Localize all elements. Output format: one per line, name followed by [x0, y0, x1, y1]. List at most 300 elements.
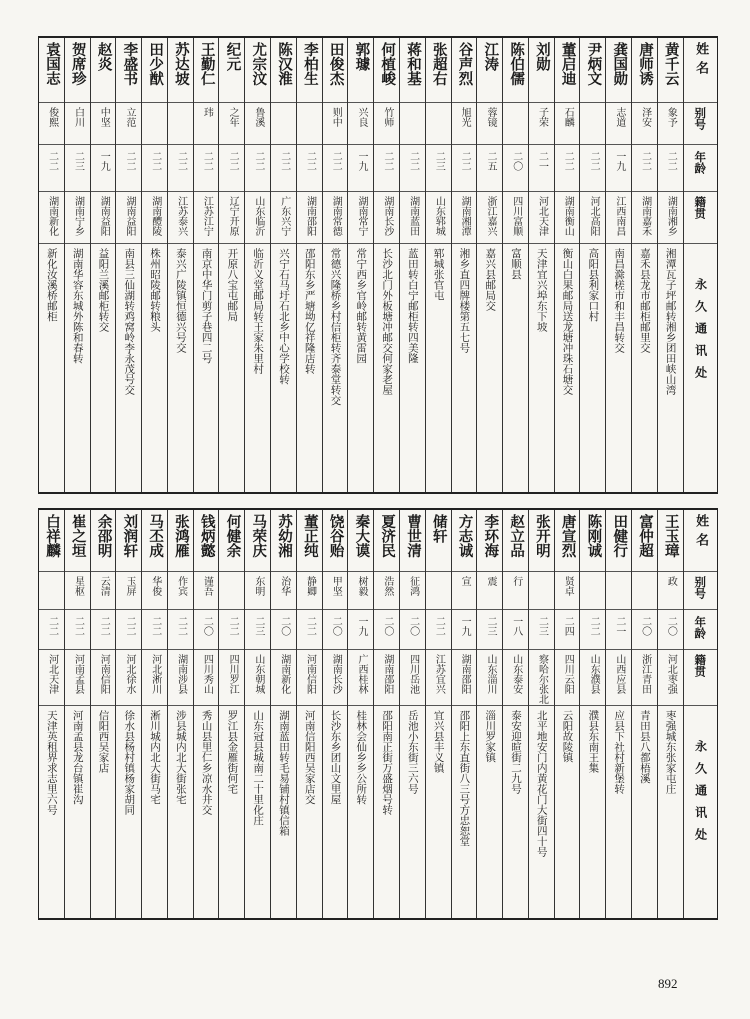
- person-age: 二一: [613, 616, 625, 636]
- person-address: 泰安迎暄街二九号: [509, 710, 522, 794]
- person-alias: 玉屏: [124, 576, 135, 596]
- person-entry: [373, 510, 399, 918]
- person-origin: 湖南长沙: [330, 654, 342, 694]
- person-name: 陈汉淮: [276, 42, 293, 86]
- person-origin: 山东淄川: [484, 654, 496, 694]
- person-name: 马荣庆: [250, 514, 267, 558]
- header-column: [683, 510, 717, 918]
- person-age: 二二: [149, 616, 161, 636]
- person-origin: 河北天津: [536, 196, 548, 236]
- person-entry: [528, 510, 554, 918]
- person-origin: 湖南邵阳: [304, 196, 316, 236]
- person-origin: 湖南邵阳: [459, 654, 471, 694]
- person-alias: 立范: [124, 107, 135, 127]
- person-entry: [579, 510, 605, 918]
- person-age: 二〇: [381, 616, 393, 636]
- person-alias: 作宾: [175, 576, 187, 596]
- person-age: 二〇: [639, 616, 651, 636]
- person-origin: 山西应县: [613, 654, 625, 694]
- person-name: 富仲超: [636, 514, 653, 558]
- person-entry: [605, 510, 631, 918]
- person-age: 一九: [356, 616, 368, 636]
- page-number: 892: [658, 976, 678, 991]
- person-address: 常德兴隆桥乡村信柜转齐泰堂转交: [329, 248, 342, 406]
- person-alias: 东明: [252, 576, 264, 596]
- person-origin: 河北淅川: [149, 654, 161, 694]
- person-age: 二二: [330, 151, 342, 171]
- person-address: 云阳故陵镇: [561, 710, 574, 763]
- person-alias: 震: [484, 576, 496, 586]
- person-name: 尹炳文: [585, 42, 602, 86]
- person-name: 李柏生: [301, 42, 318, 86]
- person-age: 二二: [149, 151, 161, 171]
- person-address: 郓城张官屯: [432, 248, 445, 301]
- person-address: 南京中华门剪子巷四二号: [200, 248, 213, 364]
- person-age: 二三: [252, 616, 264, 636]
- person-name: 江涛: [482, 42, 499, 71]
- header-origin: 籍贯: [693, 196, 708, 219]
- person-entry: [90, 510, 116, 918]
- person-origin: 察哈尔张北: [536, 654, 548, 704]
- person-name: 马丕成: [147, 514, 164, 558]
- person-origin: 湖南涉县: [175, 654, 187, 694]
- person-entry: [476, 38, 502, 492]
- person-age: 二三: [72, 151, 84, 171]
- person-entry: [451, 38, 477, 492]
- person-age: 二一: [536, 151, 548, 171]
- person-age: 二三: [536, 616, 548, 636]
- person-alias: 浩然: [381, 576, 393, 596]
- person-name: 方志诚: [456, 514, 473, 558]
- person-entry: [322, 38, 348, 492]
- person-age: 一九: [98, 151, 110, 171]
- person-address: 枣强城东张家屯庄: [664, 710, 677, 794]
- person-name: 何植峻: [379, 42, 396, 86]
- person-name: 张鸿雁: [172, 514, 189, 558]
- person-age: 二二: [304, 151, 316, 171]
- person-age: 二二: [98, 616, 110, 636]
- person-age: 二二: [278, 151, 290, 171]
- person-address: 桂林会仙乡乡公所转: [355, 710, 368, 805]
- person-name: 唐师诱: [636, 42, 653, 86]
- person-entry: [502, 510, 528, 918]
- person-alias: 象予: [665, 107, 677, 127]
- person-origin: 浙江嘉兴: [484, 196, 496, 236]
- person-age: 二〇: [278, 616, 290, 636]
- person-origin: 湖南益阳: [98, 196, 110, 236]
- person-entry: [554, 510, 580, 918]
- person-entry: [425, 38, 451, 492]
- header-age: 年龄: [693, 616, 708, 639]
- person-age: 一九: [459, 616, 471, 636]
- person-address: 湖南蓝田转毛易铺村镇信箱: [277, 710, 290, 836]
- person-age: 一八: [510, 616, 522, 636]
- person-entry: [64, 38, 90, 492]
- person-name: 刘润轩: [121, 514, 138, 558]
- person-entry: [115, 38, 141, 492]
- person-name: 张超右: [430, 42, 447, 86]
- person-name: 黄千云: [662, 42, 679, 86]
- person-origin: 河北枣强: [665, 654, 677, 694]
- person-entry: [399, 38, 425, 492]
- person-age: 二二: [665, 151, 677, 171]
- person-alias: 宣: [459, 576, 471, 586]
- person-alias: 行: [510, 576, 522, 586]
- person-age: 二二: [381, 151, 393, 171]
- person-age: 一九: [356, 151, 368, 171]
- person-origin: 山东濮县: [588, 654, 600, 694]
- person-address: 开原八宝屯邮局: [226, 248, 239, 322]
- person-address: 河南信阳西吴家店交: [303, 710, 316, 805]
- person-age: 二二: [588, 151, 600, 171]
- person-origin: 山东朝城: [252, 654, 264, 694]
- person-address: 涉县城内北大街张宅: [174, 710, 187, 805]
- person-address: 兴宁石马圩石北乡中心学校转: [277, 248, 290, 385]
- person-address: 湖南华容东城外陈和春转: [71, 248, 84, 364]
- person-address: 山东冠县城南二十里化庄: [252, 710, 265, 826]
- person-address: 株州昭陵邮转粮头: [149, 248, 162, 332]
- person-age: 二二: [304, 616, 316, 636]
- person-address: 罗江县金雁街何宅: [226, 710, 239, 794]
- person-address: 濮县东南王集: [587, 710, 600, 773]
- person-origin: 湖南长沙: [381, 196, 393, 236]
- person-origin: 江西南昌: [613, 196, 625, 236]
- person-alias: 兴良: [356, 107, 368, 127]
- person-age: 二二: [124, 151, 135, 171]
- person-origin: 河北徐水: [124, 654, 135, 694]
- person-age: 二二: [201, 151, 213, 171]
- person-name: 苏达坡: [172, 42, 189, 86]
- person-name: 田俊杰: [327, 42, 344, 86]
- person-age: 二二: [175, 151, 187, 171]
- person-entry: [347, 510, 373, 918]
- person-entry: [605, 38, 631, 492]
- person-entry: [554, 38, 580, 492]
- person-alias: 星枢: [72, 576, 84, 596]
- person-name: 李环海: [482, 514, 499, 558]
- person-age: 二四: [562, 616, 574, 636]
- person-name: 张开明: [533, 514, 550, 558]
- person-name: 陈伯儒: [508, 42, 525, 86]
- person-name: 曹世清: [404, 514, 421, 558]
- person-age: 二二: [588, 616, 600, 636]
- roster-table-bottom: [38, 508, 718, 920]
- person-address: 岳池小东街三六号: [406, 710, 419, 794]
- person-address: 天津宜兴埠东下坡: [535, 248, 548, 332]
- person-alias: 树毅: [356, 576, 368, 596]
- person-age: 二二: [459, 151, 471, 171]
- person-name: 赵立品: [508, 514, 525, 558]
- person-name: 袁国志: [44, 42, 61, 86]
- person-name: 董正纯: [301, 514, 318, 558]
- person-origin: 广西桂林: [356, 654, 368, 694]
- person-address: 青田县八都梧溪: [638, 710, 651, 784]
- person-address: 淅川城内北大街马宅: [149, 710, 162, 805]
- person-alias: 竹师: [381, 107, 393, 127]
- person-age: 二二: [562, 151, 574, 171]
- person-age: 二二: [252, 151, 264, 171]
- person-entry: [115, 510, 141, 918]
- person-entry: [218, 38, 244, 492]
- person-address: 邵阳南正街万盛烟号转: [381, 710, 394, 815]
- person-name: 王勤仁: [198, 42, 215, 86]
- person-origin: 山东临沂: [252, 196, 264, 236]
- person-alias: 玮: [201, 107, 213, 117]
- person-age: 二〇: [330, 616, 342, 636]
- person-age: 二三: [433, 151, 445, 171]
- person-address: 泰兴广陵镇恒德兴号交: [174, 248, 187, 353]
- person-origin: 湖南邵阳: [381, 654, 393, 694]
- person-address: 邵阳东乡严塘坳亿祥隆店转: [303, 248, 316, 374]
- person-entry: [141, 38, 167, 492]
- person-alias: 白川: [72, 107, 84, 127]
- person-name: 谷声烈: [456, 42, 473, 86]
- person-name: 龚国勋: [611, 42, 628, 86]
- person-address: 应县下社村新堡转: [613, 710, 626, 794]
- person-address: 常宁西乡官岭邮转黄雷园: [355, 248, 368, 364]
- person-alias: 贤卓: [562, 576, 574, 596]
- person-entry: [528, 38, 554, 492]
- roster-table-top: [38, 36, 718, 494]
- person-entry: [296, 38, 322, 492]
- person-address: 秀山县里仁乡凉水井交: [200, 710, 213, 815]
- person-alias: 石麟: [562, 107, 574, 127]
- person-age: 二二: [175, 616, 187, 636]
- person-origin: 四川罗江: [227, 654, 239, 694]
- person-address: 长沙东乡团山文里屋: [329, 710, 342, 805]
- person-alias: 政: [665, 576, 677, 586]
- header-alias: 别号: [693, 576, 708, 599]
- header-column: [683, 38, 717, 492]
- person-name: 贺席珍: [69, 42, 86, 86]
- person-origin: 河南信阳: [98, 654, 110, 694]
- person-address: 徐水县杨村镇杨家胡同: [123, 710, 136, 815]
- person-entry: [657, 510, 683, 918]
- person-entry: [373, 38, 399, 492]
- person-alias: 华俊: [149, 576, 161, 596]
- person-address: 衡山白果邮局送龙塘冲珠石塘交: [561, 248, 574, 395]
- person-address: 北平地安门内黄花门大街四十号: [535, 710, 548, 857]
- person-origin: 湖南蓝田: [407, 196, 419, 236]
- person-entry: [657, 38, 683, 492]
- person-alias: 之年: [227, 107, 239, 127]
- person-entry: [193, 510, 219, 918]
- person-age: 二〇: [201, 616, 213, 636]
- person-alias: 中坚: [98, 107, 110, 127]
- header-alias: 别号: [693, 107, 708, 130]
- person-origin: 山东郓城: [433, 196, 445, 236]
- person-name: 刘勋: [533, 42, 550, 71]
- person-age: 二二: [227, 151, 239, 171]
- person-origin: 山东泰安: [510, 654, 522, 694]
- person-entry: [270, 38, 296, 492]
- person-alias: 旭光: [459, 107, 471, 127]
- person-name: 饶谷贻: [327, 514, 344, 558]
- person-alias: 子荣: [536, 107, 548, 127]
- person-alias: 静卿: [304, 576, 316, 596]
- person-entry: [270, 510, 296, 918]
- person-address: 信阳西吴家店: [97, 710, 110, 773]
- person-entry: [579, 38, 605, 492]
- person-alias: 谨吾: [201, 576, 213, 596]
- person-age: 二二: [639, 151, 651, 171]
- person-origin: 四川云阳: [562, 654, 574, 694]
- person-origin: 辽宁开原: [227, 196, 239, 236]
- person-name: 蒋和基: [404, 42, 421, 86]
- person-alias: 鲁溪: [252, 107, 264, 127]
- person-alias: 泽安: [639, 107, 651, 127]
- person-alias: 征鸿: [407, 576, 419, 596]
- person-origin: 河北高阳: [588, 196, 600, 236]
- person-name: 田少猷: [147, 42, 164, 86]
- person-age: 二〇: [510, 151, 522, 171]
- person-name: 董启迪: [559, 42, 576, 86]
- person-entry: [631, 38, 657, 492]
- person-name: 白祥麟: [44, 514, 61, 558]
- person-age: 二二: [227, 616, 239, 636]
- person-entry: [193, 38, 219, 492]
- person-name: 王玉璋: [662, 514, 679, 558]
- header-name: 姓名: [693, 514, 709, 552]
- person-name: 纪元: [224, 42, 241, 71]
- person-origin: 江苏泰兴: [175, 196, 187, 236]
- person-name: 郭璩: [353, 42, 370, 71]
- person-entry: [476, 510, 502, 918]
- person-alias: 则中: [330, 107, 342, 127]
- person-address: 淄川罗家镇: [484, 710, 497, 763]
- person-origin: 湖南新化: [46, 196, 58, 236]
- person-origin: 广东兴宁: [278, 196, 290, 236]
- person-origin: 湖南新化: [278, 654, 290, 694]
- header-address: 永久通讯处: [693, 278, 708, 388]
- person-name: 崔之垣: [69, 514, 86, 558]
- person-entry: [141, 510, 167, 918]
- person-name: 陈刚诚: [585, 514, 602, 558]
- person-name: 李盛书: [121, 42, 138, 86]
- person-origin: 江苏江宁: [201, 196, 213, 236]
- person-age: 二二: [72, 616, 84, 636]
- person-address: 嘉兴县邮局交: [484, 248, 497, 311]
- person-origin: 湖南常宁: [356, 196, 368, 236]
- person-name: 夏济民: [379, 514, 396, 558]
- person-age: 二二: [433, 616, 445, 636]
- person-name: 秦大谟: [353, 514, 370, 558]
- person-origin: 四川岳池: [407, 654, 419, 694]
- person-address: 南昌滁槎市和丰昌转交: [613, 248, 626, 353]
- person-entry: [347, 38, 373, 492]
- person-address: 益阳兰溪邮柜转交: [97, 248, 110, 332]
- person-address: 长沙北门外板塘冲邮交何家老屋: [381, 248, 394, 395]
- person-entry: [451, 510, 477, 918]
- person-age: 二〇: [407, 616, 419, 636]
- person-origin: 河南孟县: [72, 654, 84, 694]
- person-entry: [39, 510, 64, 918]
- person-alias: 甲坚: [330, 576, 342, 596]
- person-address: 宜兴县丰义镇: [432, 710, 445, 773]
- person-address: 嘉禾县龙市邮柜邮里交: [638, 248, 651, 353]
- person-entry: [244, 38, 270, 492]
- person-name: 赵炎: [95, 42, 112, 71]
- person-origin: 湖南嘉禾: [639, 196, 651, 236]
- person-address: 河南孟县龙台镇崔沟: [71, 710, 84, 805]
- person-address: 湘乡直四牌楼第五七号: [458, 248, 471, 353]
- person-origin: 浙江青田: [639, 654, 651, 694]
- person-alias: 志道: [613, 107, 625, 127]
- header-origin: 籍贯: [693, 654, 708, 677]
- person-name: 何健余: [224, 514, 241, 558]
- person-name: 储轩: [430, 514, 447, 543]
- person-alias: 俊熙: [46, 107, 58, 127]
- person-entry: [425, 510, 451, 918]
- person-entry: [502, 38, 528, 492]
- person-address: 湘潭瓦子坪邮转湘乡团田峡山湾: [664, 248, 677, 395]
- person-origin: 湖南醴陵: [149, 196, 161, 236]
- person-origin: 河南信阳: [304, 654, 316, 694]
- person-name: 钱炳懿: [198, 514, 215, 558]
- person-origin: 江苏宜兴: [433, 654, 445, 694]
- person-address: 蓝田转白宁邮柜转四美隆: [406, 248, 419, 364]
- person-entry: [39, 38, 64, 492]
- header-age: 年龄: [693, 151, 708, 174]
- person-name: 唐宣烈: [559, 514, 576, 558]
- person-address: 高阳县利家口村: [587, 248, 600, 322]
- person-name: 苏幼湘: [276, 514, 293, 558]
- person-origin: 湖南湘潭: [459, 196, 471, 236]
- person-address: 天津英租界求志里六号: [45, 710, 58, 815]
- person-age: 二二: [46, 151, 58, 171]
- person-origin: 四川秀山: [201, 654, 213, 694]
- person-name: 田健行: [611, 514, 628, 558]
- person-name: 余邵明: [95, 514, 112, 558]
- person-entry: [399, 510, 425, 918]
- person-age: 二五: [484, 151, 496, 171]
- person-entry: [631, 510, 657, 918]
- person-entry: [322, 510, 348, 918]
- person-origin: 湖南常德: [330, 196, 342, 236]
- person-name: 尤宗汶: [250, 42, 267, 86]
- person-age: 二三: [484, 616, 496, 636]
- person-age: 二〇: [665, 616, 677, 636]
- person-entry: [296, 510, 322, 918]
- header-address: 永久通讯处: [693, 740, 708, 850]
- person-address: 南县三仙湖转鸡窝岭李永茂号交: [123, 248, 136, 395]
- person-entry: [167, 510, 193, 918]
- person-alias: 蓉镜: [484, 107, 496, 127]
- person-entry: [218, 510, 244, 918]
- person-age: 二二: [407, 151, 419, 171]
- person-age: 一九: [613, 151, 625, 171]
- person-origin: 湖南衡山: [562, 196, 574, 236]
- person-age: 二二: [124, 616, 135, 636]
- person-origin: 河北天津: [46, 654, 58, 694]
- header-name: 姓名: [693, 42, 709, 80]
- person-address: 临沂义堂邮局转王家朱里村: [252, 248, 265, 374]
- person-origin: 湖南益阳: [124, 196, 135, 236]
- person-age: 二二: [46, 616, 58, 636]
- person-entry: [64, 510, 90, 918]
- person-origin: 四川富顺: [510, 196, 522, 236]
- person-entry: [167, 38, 193, 492]
- person-address: 邵阳上东直街八三号方忠恕堂: [458, 710, 471, 847]
- person-origin: 湖南宁乡: [72, 196, 84, 236]
- person-origin: 湖南湘乡: [665, 196, 677, 236]
- person-entry: [90, 38, 116, 492]
- person-address: 新化汝溪桥邮柜: [45, 248, 58, 322]
- person-entry: [244, 510, 270, 918]
- person-address: 富顺县: [509, 248, 522, 280]
- person-alias: 云清: [98, 576, 110, 596]
- person-alias: 治华: [278, 576, 290, 596]
